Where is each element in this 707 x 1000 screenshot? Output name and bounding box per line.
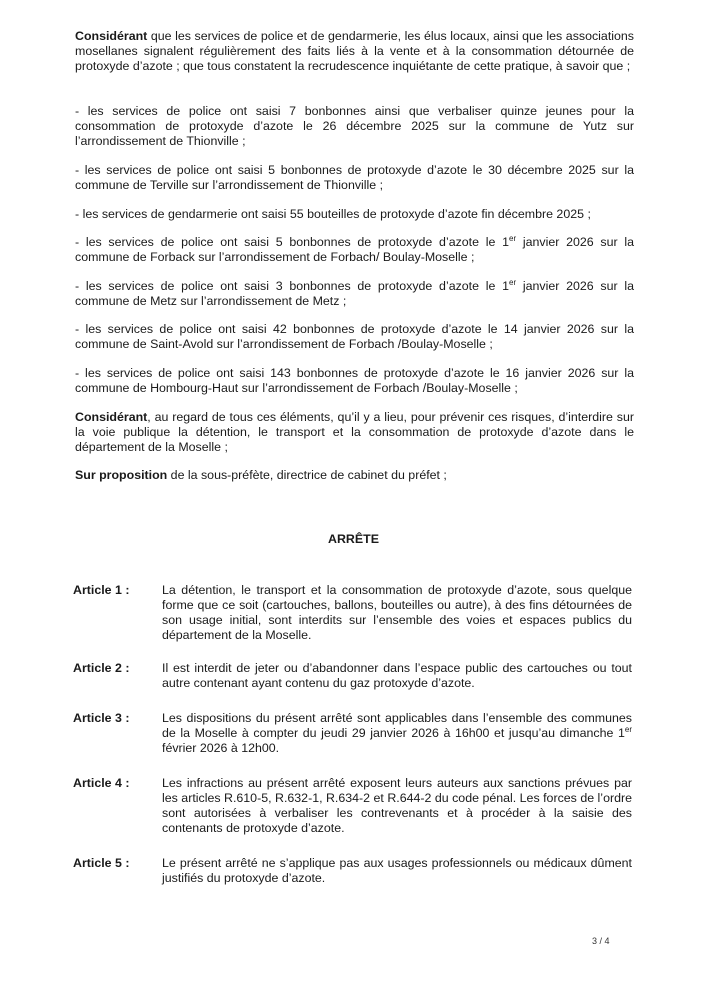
article-2-text: Il est interdit de jeter ou d’abandonner dans l’espace public des cartouches ou tout autre contenant ayant contenu du gaz protoxyde d’azote.	[162, 661, 632, 690]
list-item-text: - les services de police ont saisi 7 bonbonnes ainsi que verbaliser quinze jeunes pour la consommation de protoxyde d’azote le 26 décembre 2025 sur la commune de Yutz sur l’arrondissement de Thionville ;	[75, 104, 634, 148]
considerant-lead: Considérant	[75, 29, 148, 43]
list-item-yutz	[75, 104, 634, 149]
considerant-paragraph-2	[75, 410, 634, 455]
article-3-text	[162, 711, 632, 756]
considerant-text: , au regard de tous ces éléments, qu’il y a lieu, pour prévenir ces risques, d’interdire sur la voie publique la détention, le transport et la consommation de protoxyde d’azote dans le département de la Moselle ;	[75, 410, 634, 454]
ordinal-superscript: er	[509, 278, 517, 287]
list-item-forback	[75, 235, 634, 265]
article-4-text: Les infractions au présent arrêté exposent leurs auteurs aux sanctions prévues par les articles R.610-5, R.632-1, R.634-2 et R.644-2 du code pénal. Les forces de l’ordre sont autorisées à verbaliser les contrevenants et à procéder à la saisie des contenants de protoxyde d’azote.	[162, 776, 632, 835]
considerant-lead: Considérant	[75, 410, 148, 424]
list-item-saint-avold	[75, 322, 634, 352]
list-item-hombourg-haut	[75, 366, 634, 396]
article-3-text-part: Les dispositions du présent arrêté sont applicables dans l’ensemble des communes de la Moselle à compter du jeudi 29 janvier 2026 à 16h00 et jusqu’au dimanche 1	[162, 711, 632, 740]
list-item-text: - les services de police ont saisi 143 bonbonnes de protoxyde d’azote le 16 janvier 2026 sur la commune de Hombourg-Haut sur l’arrondissement de Forbach /Boulay-Moselle ;	[75, 366, 634, 395]
list-item-text: janvier 2026 sur la commune de Metz sur l’arrondissement de Metz ;	[75, 279, 634, 308]
article-1-label: Article 1 :	[73, 583, 130, 597]
list-item-text: - les services de gendarmerie ont saisi 55 bouteilles de protoxyde d’azote fin décembre 2025 ;	[75, 207, 591, 221]
list-item-text: janvier 2026 sur la commune de Forback sur l’arrondissement de Forbach/ Boulay-Moselle ;	[75, 235, 634, 264]
proposition-text: de la sous-préfète, directrice de cabinet du préfet ;	[167, 468, 447, 482]
list-item-text: - les services de police ont saisi 42 bonbonnes de protoxyde d’azote le 14 janvier 2026 sur la commune de Saint-Avold sur l’arrondissement de Forbach /Boulay-Moselle ;	[75, 322, 634, 351]
considerant-paragraph-1	[75, 29, 634, 74]
decree-title: ARRÊTE	[328, 532, 379, 546]
list-item-gendarmerie	[75, 207, 634, 222]
article-1-text: La détention, le transport et la consommation de protoxyde d’azote, sous quelque forme que ce soit (cartouches, ballons, bouteilles ou autre), à des fins détournées de son usage initial, sont interdits sur l’ensemble des voies et espaces publics du département de la Moselle.	[162, 583, 632, 642]
article-5-label: Article 5 :	[73, 856, 130, 870]
article-2-label: Article 2 :	[73, 661, 130, 675]
considerant-text: que les services de police et de gendarmerie, les élus locaux, ainsi que les associations mosellanes signalent régulièrement des faits liés à la vente et à la consommation détournée de protoxyde d’azote ; que tous constatent la recrudescence inquiétante de cette pratique, à savoir que ;	[75, 29, 634, 73]
list-item-text: - les services de police ont saisi 3 bonbonnes de protoxyde d’azote le 1	[75, 279, 510, 293]
list-item-text: - les services de police ont saisi 5 bonbonnes de protoxyde d’azote le 30 décembre 2025 sur la commune de Terville sur l’arrondissement de Thionville ;	[75, 163, 634, 192]
article-4-label: Article 4 :	[73, 776, 130, 790]
page-number: 3 / 4	[592, 936, 610, 946]
proposition-paragraph	[75, 468, 634, 483]
list-item-terville	[75, 163, 634, 193]
article-3-text-part: février 2026 à 12h00.	[162, 741, 280, 755]
article-3-label: Article 3 :	[73, 711, 130, 725]
list-item-metz	[75, 279, 634, 309]
proposition-lead: Sur proposition	[75, 468, 168, 482]
list-item-text: - les services de police ont saisi 5 bonbonnes de protoxyde d’azote le 1	[75, 235, 510, 249]
ordinal-superscript: er	[624, 725, 632, 734]
article-5-text: Le présent arrêté ne s’applique pas aux usages professionnels ou médicaux dûment justifiés du protoxyde d’azote.	[162, 856, 632, 885]
ordinal-superscript: er	[509, 234, 517, 243]
